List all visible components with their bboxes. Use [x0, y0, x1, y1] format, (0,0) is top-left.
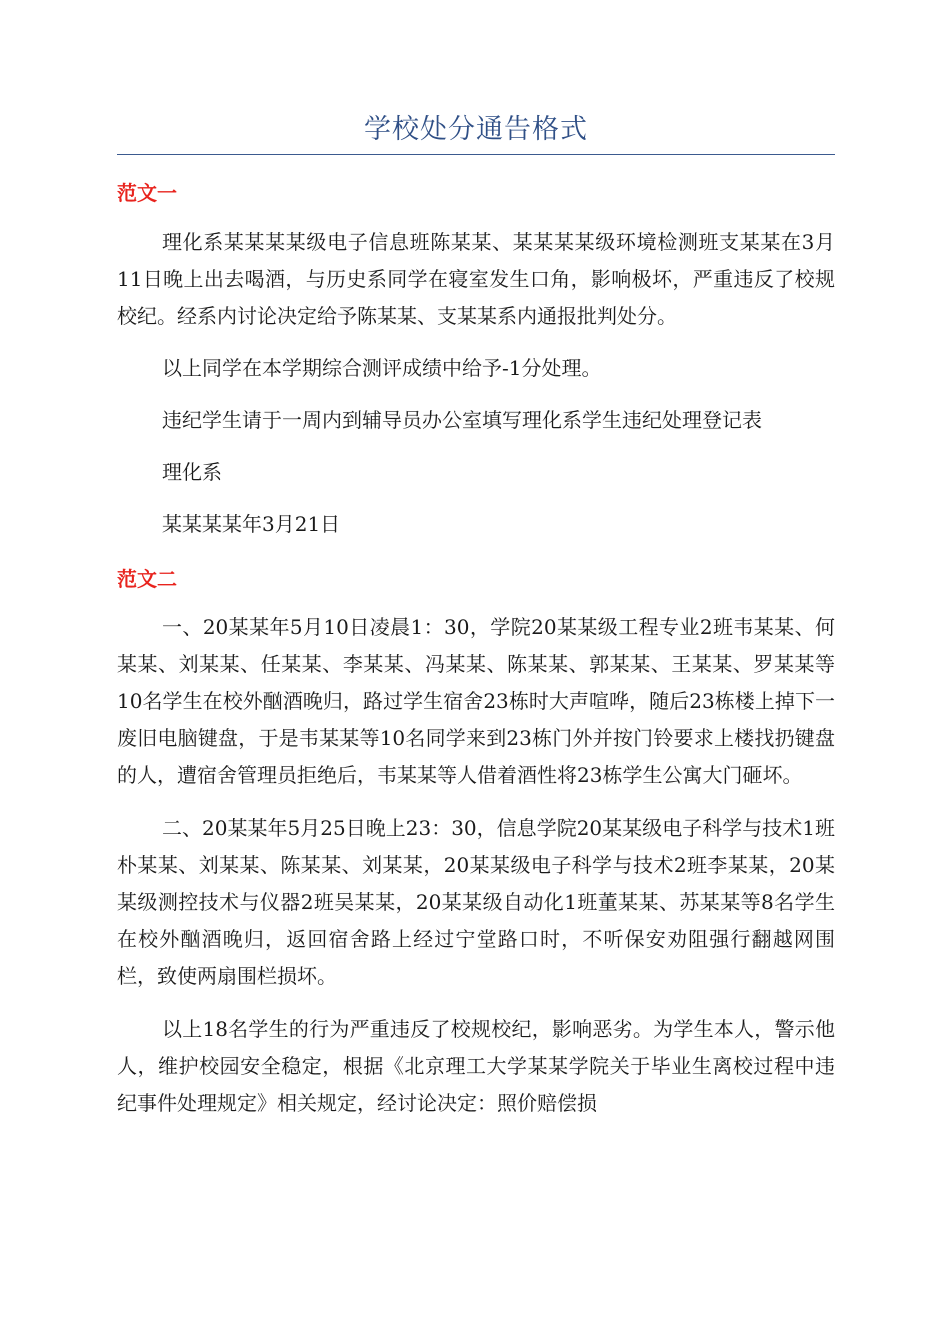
document-page [117, 108, 835, 1122]
section-1-signature: 理化系 [162, 460, 222, 484]
section-1-paragraph-2: 以上同学在本学期综合测评成绩中给予-1分处理。 [162, 356, 602, 380]
section-2-paragraph-1: 一、20某某年5月10日凌晨1：30，学院20某某级工程专业2班韦某某、何某某、刘某某、任某某、李某某、冯某某、陈某某、郭某某、王某某、罗某某等10名学生在校外酗酒晚归，路过学生宿舍23栋时大声喧哗，随后23栋楼上掉下一废旧电脑键盘，于是韦某某等10名同学来到23栋门外并按门铃要求上楼找扔键盘的人，遭宿舍管理员拒绝后，韦某某等人借着酒性将23栋学生公寓大门砸坏。 [117, 615, 835, 787]
document-title: 学校处分通告格式 [364, 114, 588, 145]
section-heading-2: 范文二 [117, 567, 177, 591]
title-divider [117, 154, 835, 155]
section-1-paragraph-1: 理化系某某某某级电子信息班陈某某、某某某某级环境检测班支某某在3月11日晚上出去喝酒，与历史系同学在寝室发生口角，影响极坏，严重违反了校规校纪。经系内讨论决定给予陈某某、支某某系内通报批判处分。 [117, 230, 835, 328]
section-2-paragraph-2: 二、20某某年5月25日晚上23：30，信息学院20某某级电子科学与技术1班朴某某、刘某某、陈某某、刘某某，20某某级电子科学与技术2班李某某，20某某级测控技术与仪器2班吴某某，20某某级自动化1班董某某、苏某某等8名学生在校外酗酒晚归，返回宿舍路上经过宁堂路口时，不听保安劝阻强行翻越网围栏，致使两扇围栏损坏。 [117, 816, 835, 988]
section-2-paragraph-3: 以上18名学生的行为严重违反了校规校纪，影响恶劣。为学生本人，警示他人，维护校园安全稳定，根据《北京理工大学某某学院关于毕业生离校过程中违纪事件处理规定》相关规定，经讨论决定：照价赔偿损 [117, 1017, 835, 1115]
section-1-paragraph-3: 违纪学生请于一周内到辅导员办公室填写理化系学生违纪处理登记表 [162, 408, 762, 432]
section-heading-1: 范文一 [117, 181, 177, 205]
section-1-date: 某某某某年3月21日 [162, 512, 341, 536]
